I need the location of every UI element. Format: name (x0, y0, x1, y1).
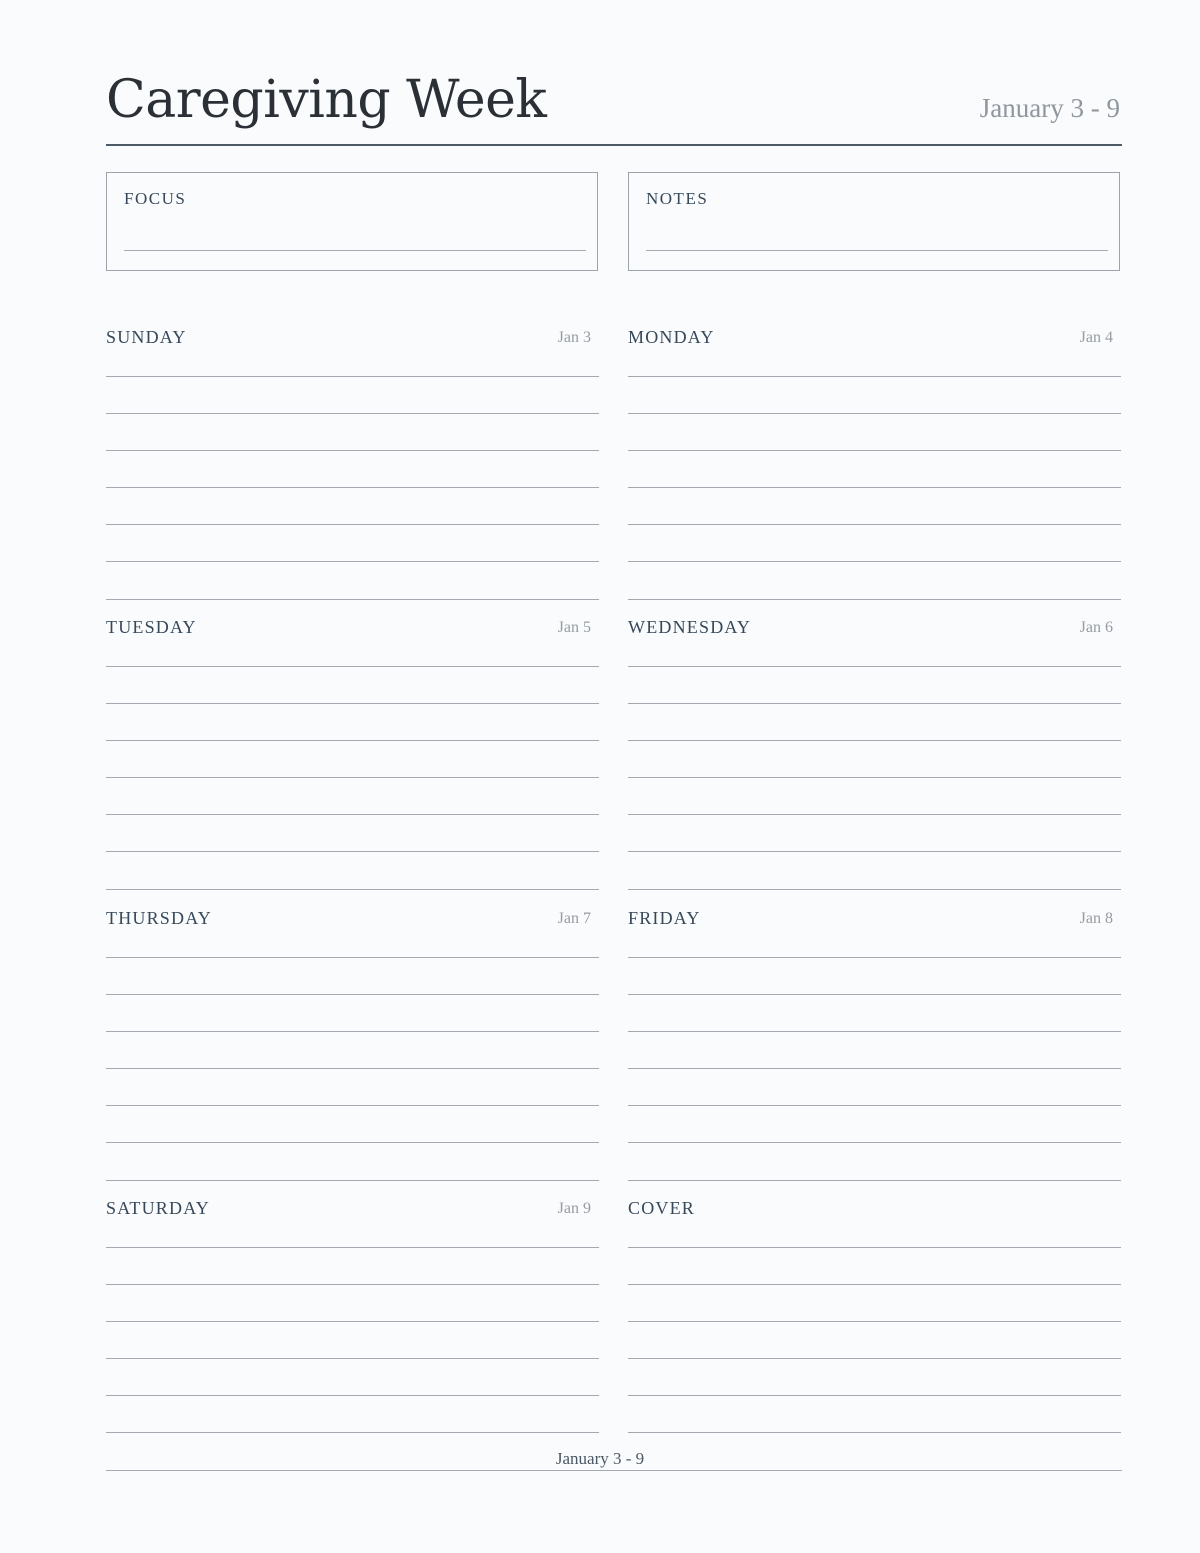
write-line (106, 1395, 599, 1396)
write-line (628, 487, 1121, 488)
day-section-sunday[interactable] (106, 312, 599, 602)
writing-lines (106, 893, 599, 1183)
day-date: Jan 5 (557, 619, 591, 636)
day-section-monday[interactable] (628, 312, 1121, 602)
write-line (106, 957, 599, 958)
write-line (106, 487, 599, 488)
footer-date-range (0, 1448, 1200, 1470)
write-line (106, 524, 599, 525)
footer-date-range-text: January 3 - 9 (550, 1449, 650, 1468)
write-line (106, 413, 599, 414)
day-date: Jan 3 (557, 329, 591, 346)
write-line (628, 524, 1121, 525)
day-name: MONDAY (628, 327, 715, 347)
write-line (628, 413, 1121, 414)
focus-write-line (124, 250, 586, 251)
day-date: Jan 4 (1079, 329, 1113, 346)
write-line (628, 1068, 1121, 1069)
write-line (106, 599, 599, 600)
write-line (106, 703, 599, 704)
write-line (628, 851, 1121, 852)
write-line (628, 561, 1121, 562)
write-line (106, 1142, 599, 1143)
write-line (628, 814, 1121, 815)
write-line (106, 777, 599, 778)
writing-lines (628, 893, 1121, 1183)
write-line (628, 376, 1121, 377)
day-date: Jan 7 (557, 910, 591, 927)
write-line (106, 666, 599, 667)
day-name: SATURDAY (106, 1198, 210, 1218)
day-section-cover[interactable] (628, 1183, 1121, 1473)
write-line (628, 1358, 1121, 1359)
day-date: Jan 8 (1079, 910, 1113, 927)
writing-lines (106, 1183, 599, 1473)
write-line (628, 1395, 1121, 1396)
write-line (628, 703, 1121, 704)
writing-lines (106, 602, 599, 892)
day-section-wednesday[interactable] (628, 602, 1121, 892)
write-line (106, 561, 599, 562)
day-name: COVER (628, 1198, 696, 1218)
writing-lines (106, 312, 599, 602)
day-section-saturday[interactable] (106, 1183, 599, 1473)
write-line (628, 1142, 1121, 1143)
page-title: Caregiving Week (106, 70, 547, 130)
write-line (628, 1180, 1121, 1181)
day-section-tuesday[interactable] (106, 602, 599, 892)
write-line (628, 1105, 1121, 1106)
writing-lines (628, 602, 1121, 892)
day-section-friday[interactable] (628, 893, 1121, 1183)
write-line (106, 1432, 599, 1433)
day-section-thursday[interactable] (106, 893, 599, 1183)
day-name: TUESDAY (106, 617, 197, 637)
day-date: Jan 6 (1079, 619, 1113, 636)
write-line (628, 666, 1121, 667)
write-line (106, 851, 599, 852)
write-line (106, 1105, 599, 1106)
notes-write-line (646, 250, 1108, 251)
notes-box[interactable] (628, 172, 1120, 271)
write-line (628, 599, 1121, 600)
footer-divider (106, 1470, 1122, 1471)
day-name: WEDNESDAY (628, 617, 752, 637)
write-line (628, 889, 1121, 890)
write-line (106, 1180, 599, 1181)
write-line (628, 957, 1121, 958)
write-line (628, 1321, 1121, 1322)
write-line (628, 1432, 1121, 1433)
write-line (628, 994, 1121, 995)
write-line (628, 450, 1121, 451)
writing-lines (628, 312, 1121, 602)
writing-lines (628, 1183, 1121, 1473)
notes-label: NOTES (646, 189, 709, 208)
write-line (106, 1284, 599, 1285)
write-line (106, 814, 599, 815)
write-line (106, 1358, 599, 1359)
focus-label: FOCUS (124, 189, 187, 208)
write-line (628, 740, 1121, 741)
write-line (106, 1321, 599, 1322)
write-line (628, 777, 1121, 778)
write-line (106, 1068, 599, 1069)
focus-box[interactable] (106, 172, 598, 271)
write-line (628, 1284, 1121, 1285)
day-name: THURSDAY (106, 908, 212, 928)
write-line (628, 1247, 1121, 1248)
header-divider (106, 144, 1122, 146)
write-line (106, 1247, 599, 1248)
week-date-range: January 3 - 9 (979, 93, 1120, 123)
write-line (106, 994, 599, 995)
write-line (106, 450, 599, 451)
day-date: Jan 9 (557, 1200, 591, 1217)
write-line (106, 740, 599, 741)
day-name: SUNDAY (106, 327, 187, 347)
write-line (628, 1031, 1121, 1032)
write-line (106, 889, 599, 890)
day-name: FRIDAY (628, 908, 701, 928)
write-line (106, 376, 599, 377)
write-line (106, 1031, 599, 1032)
